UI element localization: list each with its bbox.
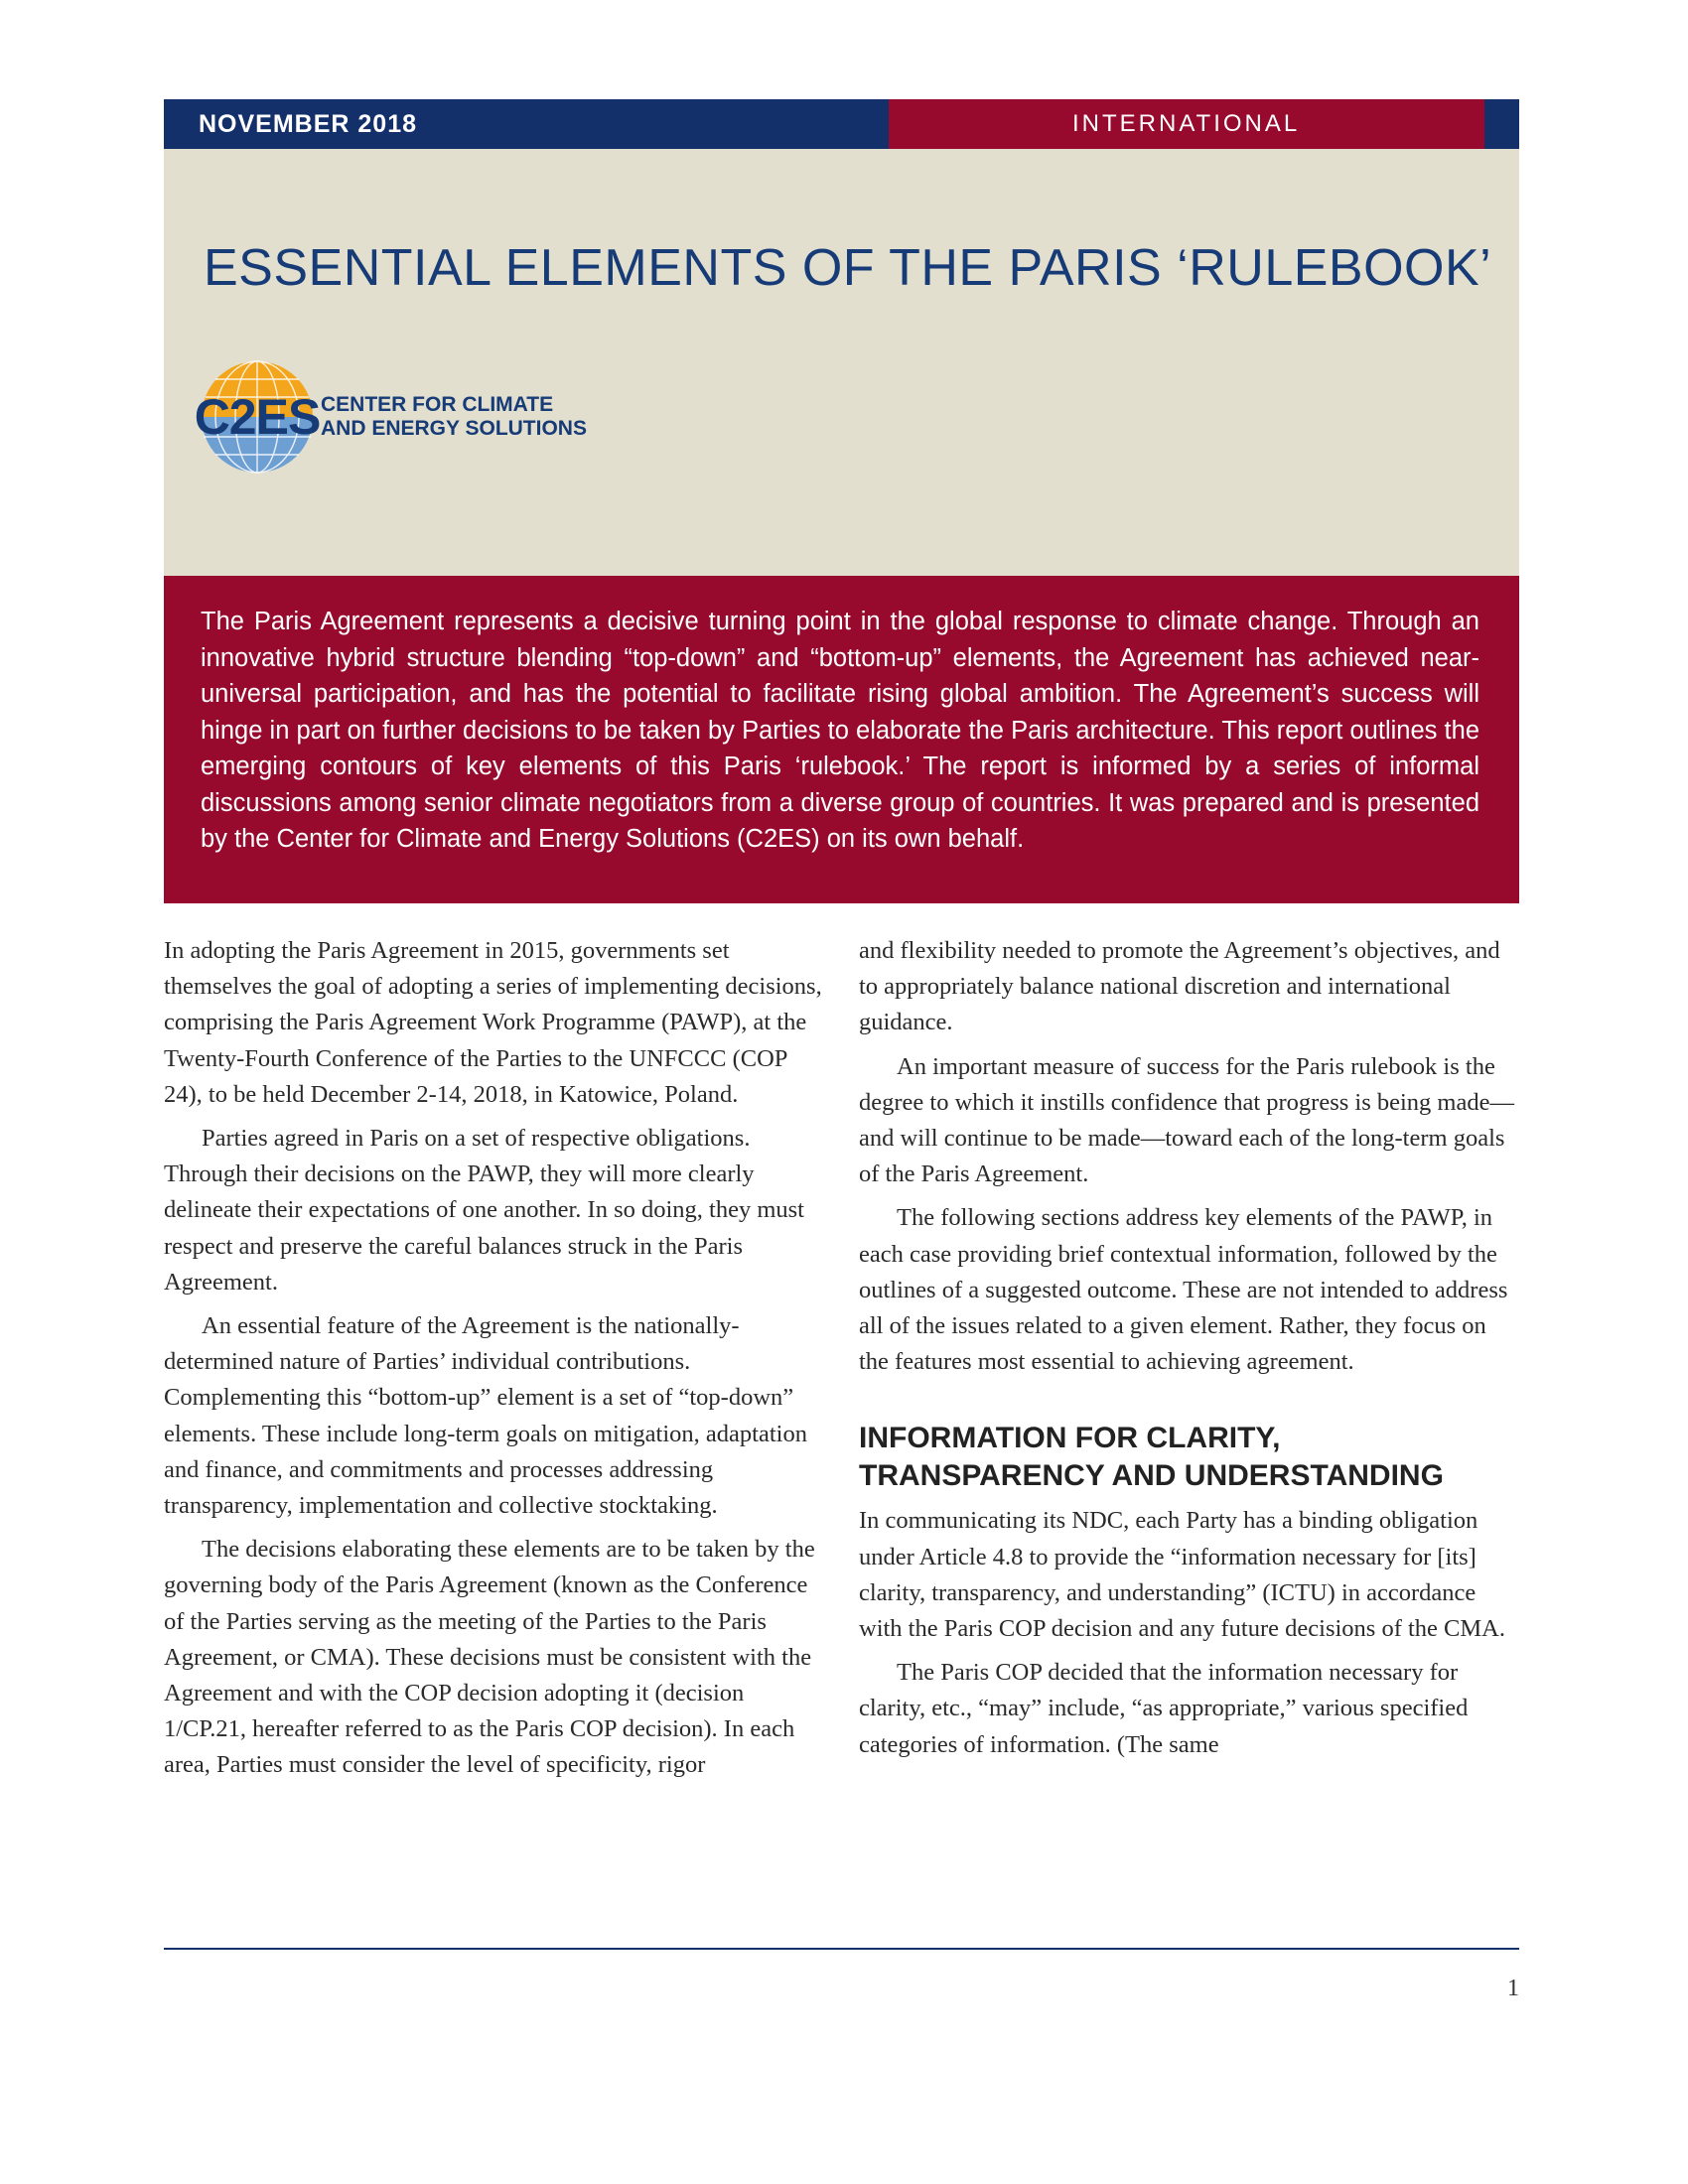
page-title: ESSENTIAL ELEMENTS OF THE PARIS ‘RULEBOOK’: [204, 239, 1492, 297]
paragraph: and flexibility needed to promote the Agreement’s objectives, and to appropriately balance national discretion and international guidance.: [859, 937, 1500, 1036]
paragraph: In communicating its NDC, each Party has a binding obligation under Article 4.8 to provide the “information necessary for [its] clarity, transparency, and understanding” (ICTU) in accordance with the Paris COP decision and any future decisions of the CMA.: [859, 1507, 1505, 1643]
left-column: [164, 933, 824, 1792]
paragraph: An important measure of success for the Paris rulebook is the degree to which it instills confidence that progress is being made—and will continue to be made—toward each of the long-term goals of the Paris Agreement.: [859, 1052, 1514, 1188]
paragraph: The decisions elaborating these elements are to be taken by the governing body of the Paris Agreement (known as the Conference of the Parties serving as the meeting of the Parties to the Paris Agreement, or CMA). These decisions must be consistent with the Agreement and with the COP decision adopting it (decision 1/CP.21, hereafter referred to as the Paris COP decision). In each area, Parties must consider the level of specificity, rigor: [164, 1536, 815, 1779]
publication-date: NOVEMBER 2018: [164, 99, 889, 149]
paragraph: The Paris COP decided that the information necessary for clarity, etc., “may” include, “as appropriate,” various specified categories of information. (The same: [859, 1659, 1469, 1758]
title-panel: [164, 149, 1519, 576]
right-column: [859, 933, 1519, 1771]
c2es-logo: [194, 357, 617, 477]
paragraph: In adopting the Paris Agreement in 2015, governments set themselves the goal of adopting a series of implementing decisions, comprising the Paris Agreement Work Programme (PAWP), at the Twenty-Fourth Conference of the Parties to the UNFCCC (COP 24), to be held December 2-14, 2018, in Katowice, Poland.: [164, 937, 822, 1108]
logo-name-line1: CENTER FOR CLIMATE: [321, 393, 554, 416]
footer-divider: [164, 1948, 1519, 1950]
logo-name-line2: AND ENERGY SOLUTIONS: [321, 417, 587, 440]
paragraph: Parties agreed in Paris on a set of respective obligations. Through their decisions on the PAWP, they will more clearly delineate their expectations of one another. In so doing, they must respect and preserve the careful balances struck in the Paris Agreement.: [164, 1125, 804, 1296]
paragraph: The following sections address key elements of the PAWP, in each case providing brief contextual information, followed by the outlines of a suggested outcome. These are not intended to address all of the issues related to a given element. Rather, they focus on the features most essential to achieving agreement.: [859, 1204, 1508, 1376]
header-bar: [164, 99, 1519, 149]
logo-mark-text: C2ES: [194, 389, 321, 445]
section-heading: INFORMATION FOR CLARITY, TRANSPARENCY AND UNDERSTANDING: [859, 1422, 1444, 1493]
abstract-box: The Paris Agreement represents a decisive turning point in the global response to climate change. Through an innovative hybrid structure blending “top-down” and “bottom-up” elements, the Agreement has achieved near-universal participation, and has the potential to facilitate rising global ambition. The Agreement’s success will hinge in part on further decisions to be taken by Parties to elaborate the Paris architecture. This report outlines the emerging contours of key elements of this Paris ‘rulebook.’ The report is informed by a series of informal discussions among senior climate negotiators from a diverse group of countries. It was prepared and is presented by the Center for Climate and Energy Solutions (C2ES) on its own behalf.: [164, 576, 1519, 903]
page-number: 1: [1507, 1976, 1519, 2001]
logo-organization-name: [321, 393, 587, 441]
header-bar-edge: [1484, 99, 1519, 149]
category-label: INTERNATIONAL: [889, 99, 1484, 149]
paragraph: An essential feature of the Agreement is the nationally-determined nature of Parties’ individual contributions. Complementing this “bottom-up” element is a set of “top-down” elements. These include long-term goals on mitigation, adaptation and finance, and commitments and processes addressing transparency, implementation and collective stocktaking.: [164, 1312, 807, 1520]
